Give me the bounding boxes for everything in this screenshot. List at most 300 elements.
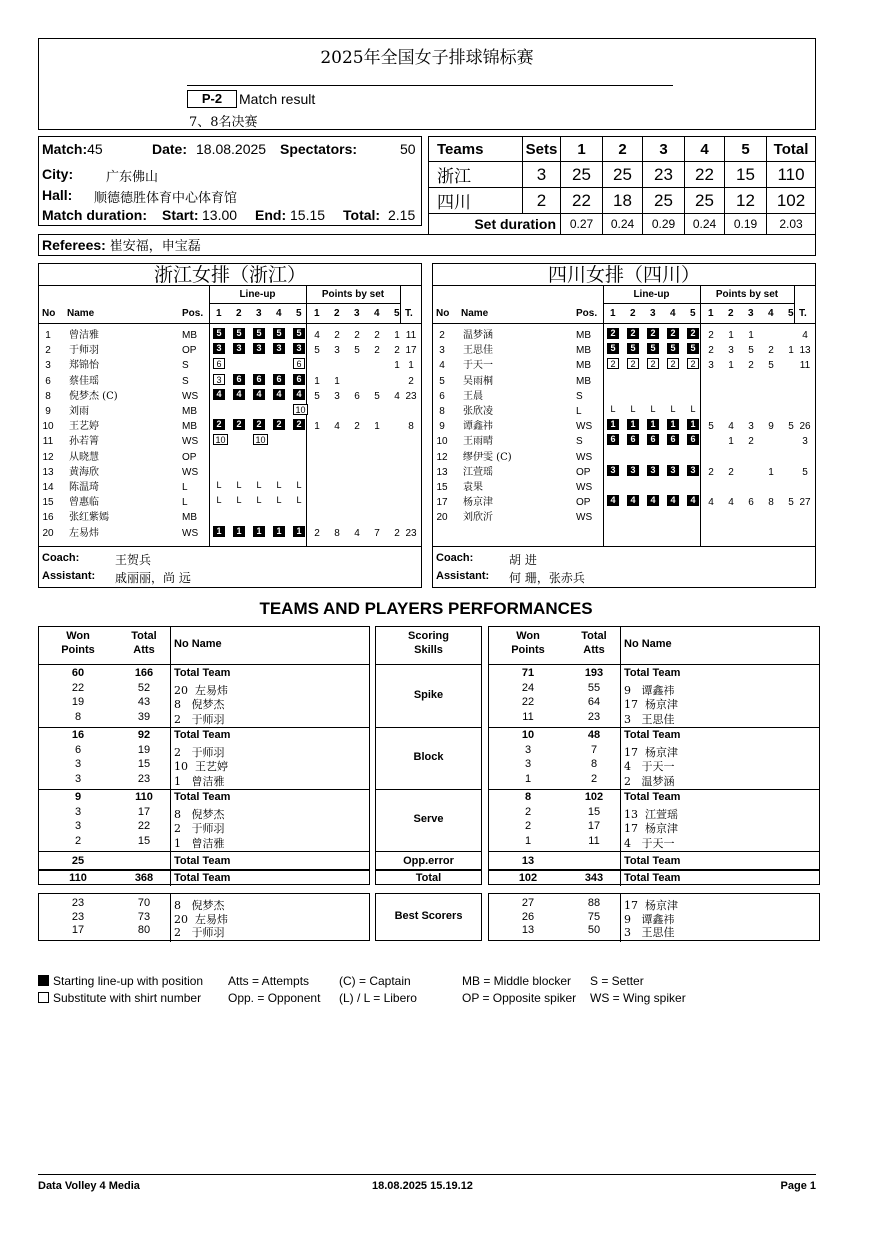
result-row — [429, 162, 816, 188]
substitute-number: 10 — [213, 434, 228, 445]
player-entry: 8 倪梦杰 — [174, 807, 225, 821]
player-number: 14 — [42, 482, 54, 493]
player-entry: Total Team — [624, 729, 681, 741]
player-position: WS — [182, 390, 199, 402]
starting-position: 3 — [293, 343, 305, 354]
starting-position: 3 — [233, 343, 245, 354]
substitute-number: 6 — [293, 358, 305, 369]
player-name: 袁果 — [463, 482, 483, 493]
scorer-atts: 70 — [137, 897, 151, 909]
player-row — [39, 389, 423, 404]
total-atts: 64 — [587, 696, 601, 708]
col-divider — [400, 286, 401, 324]
player-name: 王雨晴 — [463, 436, 493, 448]
won-points: 10 — [521, 729, 535, 741]
substitute-number: 2 — [607, 358, 619, 369]
player-position: S — [576, 436, 583, 448]
player-position: WS — [576, 421, 593, 433]
scorer-atts: 50 — [587, 924, 601, 936]
player-number: 20 — [436, 512, 448, 524]
set-points: 1 — [314, 375, 320, 387]
coach-divider — [433, 546, 815, 547]
player-position: MB — [182, 406, 197, 417]
set-points: 2 — [354, 421, 360, 433]
libero-mark: L — [236, 495, 242, 506]
won-points: 22 — [521, 696, 535, 708]
row-divider — [376, 851, 481, 852]
starting-position: 4 — [273, 389, 285, 400]
team-a-best-scorers — [38, 893, 370, 941]
total-atts: 15 — [587, 805, 601, 818]
player-name: 黄海欣 — [69, 466, 99, 478]
player-name: 温梦涵 — [463, 330, 493, 341]
player-position: MB — [576, 360, 591, 372]
noname-header: No Name — [624, 638, 672, 650]
col-points-set: 4 — [374, 308, 380, 319]
set-points: 2 — [748, 436, 754, 448]
player-row — [39, 419, 423, 434]
won-points: 2 — [524, 820, 532, 832]
libero-mark: L — [276, 480, 282, 490]
player-position: S — [182, 375, 189, 387]
substitute-number: 2 — [647, 358, 659, 369]
col-points-set: 5 — [788, 308, 794, 319]
set-points: 8 — [334, 527, 340, 539]
score-cell: 15 — [725, 162, 767, 188]
player-total: 11 — [405, 330, 417, 341]
starting-position: 3 — [273, 343, 285, 354]
player-number: 6 — [439, 390, 445, 402]
starting-position: 1 — [667, 419, 679, 430]
scorer-points: 26 — [521, 910, 535, 923]
hall-label: Hall: — [42, 187, 73, 203]
set-points: 5 — [748, 345, 754, 357]
opp-error-label: Opp.error — [403, 855, 454, 867]
starting-position: 5 — [213, 328, 225, 339]
libero-mark: L — [650, 404, 656, 414]
player-row — [39, 374, 423, 389]
player-entry: 2 温梦涵 — [624, 774, 675, 788]
player-row — [433, 450, 817, 465]
col-divider — [794, 286, 795, 324]
total-atts: 52 — [137, 681, 151, 694]
points-header: Points by set — [700, 286, 794, 304]
referees-row — [38, 234, 816, 256]
skill-name: Block — [413, 751, 444, 763]
scorer-atts: 75 — [587, 910, 601, 923]
player-number: 10 — [42, 421, 54, 433]
player-row — [433, 358, 817, 373]
player-total: 26 — [799, 421, 811, 433]
won-points: 22 — [71, 681, 85, 694]
set-points: 3 — [334, 345, 340, 357]
player-row — [39, 510, 423, 525]
player-position: WS — [576, 451, 593, 463]
player-total: 13 — [799, 345, 811, 357]
set-points: 5 — [788, 421, 794, 433]
player-name: 于天一 — [463, 360, 493, 372]
player-position: OP — [182, 451, 197, 463]
set-points: 2 — [314, 527, 320, 539]
starting-position: 6 — [647, 434, 659, 445]
col-points-set: 5 — [394, 308, 400, 319]
col-lineup-set: 3 — [650, 308, 656, 319]
starting-square-icon — [38, 975, 49, 986]
player-name: 从晓慧 — [69, 451, 99, 463]
player-entry: Total Team — [174, 791, 231, 803]
player-position: WS — [182, 527, 199, 539]
player-position: OP — [576, 497, 591, 509]
set-points: 5 — [314, 390, 320, 402]
set-duration-total: 2.03 — [767, 214, 816, 235]
coach-label: Coach: — [436, 552, 474, 564]
won-points: 2 — [524, 805, 532, 818]
starting-position: 2 — [647, 328, 659, 339]
set-points: 3 — [728, 345, 734, 357]
set-points: 2 — [768, 345, 774, 357]
col-pos: Pos. — [182, 308, 204, 319]
col-name: Name — [67, 308, 95, 319]
starting-position: 4 — [647, 495, 659, 506]
legend-text: OP = Opposite spiker — [462, 991, 577, 1005]
libero-mark: L — [256, 495, 262, 506]
starting-position: 5 — [667, 343, 679, 354]
total-cell: 102 — [518, 872, 538, 884]
starting-position: 6 — [233, 374, 245, 385]
team-b-sets: 2 — [523, 188, 561, 214]
col-name: Name — [461, 308, 489, 319]
player-entry: 17 杨京津 — [624, 822, 678, 835]
set-points: 5 — [708, 421, 714, 433]
set-points: 1 — [768, 466, 774, 478]
player-entry: Total Team — [174, 729, 231, 741]
starting-position: 5 — [253, 328, 265, 339]
score-cell: 25 — [643, 188, 685, 214]
player-name: 张红紫嫣 — [69, 512, 109, 524]
team-a-panel — [38, 263, 422, 588]
player-row — [39, 465, 423, 480]
set5-header: 5 — [725, 137, 767, 162]
won-points: 3 — [524, 743, 532, 756]
set-points: 1 — [728, 360, 734, 372]
score-cell: 22 — [685, 162, 725, 188]
team-name: 四川女排（四川） — [433, 264, 815, 286]
set-duration-label: Set duration — [429, 214, 561, 235]
total-atts: 55 — [587, 681, 601, 694]
scorer-points: 27 — [521, 897, 535, 909]
legend-text: (L) / L = Libero — [339, 991, 417, 1005]
player-row — [433, 328, 817, 343]
player-number: 4 — [439, 360, 445, 372]
won-points: 6 — [74, 743, 82, 756]
starting-position: 2 — [627, 328, 639, 339]
score-cell: 23 — [643, 162, 685, 188]
starting-position: 5 — [647, 343, 659, 354]
starting-position: 1 — [687, 419, 699, 430]
substitute-number: 2 — [687, 358, 699, 369]
referees-names: 崔安福，申宝磊 — [109, 239, 201, 254]
scorer-entry: 2 于师羽 — [174, 926, 225, 939]
footer-page: Page 1 — [780, 1180, 816, 1192]
starting-position: 2 — [687, 328, 699, 339]
col-no: No — [436, 308, 450, 319]
col-lineup-set: 2 — [630, 308, 636, 319]
scorer-points: 13 — [521, 924, 535, 936]
player-position: WS — [576, 512, 593, 524]
row-divider — [39, 789, 369, 790]
total-atts: 23 — [587, 710, 601, 723]
scoring-header: Scoring — [408, 630, 449, 642]
set-points: 9 — [768, 421, 774, 433]
player-entry: 1 曾洁雅 — [174, 774, 225, 788]
player-entry: Total Team — [624, 791, 681, 803]
coach-name: 胡 进 — [509, 553, 537, 567]
total-atts: 22 — [137, 820, 151, 832]
set-points: 4 — [314, 330, 320, 341]
score-cell: 12 — [725, 188, 767, 214]
total-label: Total: — [343, 207, 381, 223]
player-total: 5 — [802, 466, 808, 478]
col-lineup-set: 4 — [670, 308, 676, 319]
spectators-label: Spectators: — [280, 141, 358, 157]
player-name: 蔡佳瑶 — [69, 375, 99, 387]
scorer-entry: 8 倪梦杰 — [174, 899, 225, 912]
set-points: 1 — [334, 375, 340, 387]
legend-text: MB = Middle blocker — [462, 974, 572, 988]
libero-mark: L — [236, 480, 242, 490]
player-name: 陈温琦 — [69, 482, 99, 493]
player-entry: Total Team — [174, 667, 231, 679]
player-row — [433, 465, 817, 480]
set-points: 1 — [394, 330, 400, 341]
player-name: 孙若箐 — [69, 436, 99, 448]
set-points: 5 — [374, 390, 380, 402]
player-total: 4 — [802, 330, 808, 341]
player-total: 1 — [408, 360, 414, 372]
starting-position: 4 — [667, 495, 679, 506]
libero-mark: L — [690, 404, 696, 414]
won-points: 60 — [71, 667, 85, 679]
col-points-set: 2 — [728, 308, 734, 319]
starting-position: 5 — [293, 328, 305, 339]
total-atts: 193 — [584, 667, 604, 679]
end-time: 15.15 — [290, 207, 326, 223]
total-atts: 7 — [590, 743, 598, 756]
player-entry: 2 于师羽 — [174, 712, 225, 726]
player-number: 8 — [45, 390, 51, 402]
starting-position: 2 — [293, 419, 305, 430]
set-points: 1 — [748, 330, 754, 341]
starting-position: 2 — [273, 419, 285, 430]
player-number: 3 — [45, 360, 51, 372]
set-points: 1 — [394, 360, 400, 372]
scorer-points: 17 — [71, 924, 85, 936]
col-points-set: 4 — [768, 308, 774, 319]
row-divider — [39, 869, 369, 871]
footer-source: Data Volley 4 Media — [38, 1180, 140, 1192]
set-points: 2 — [708, 345, 714, 357]
scorer-atts: 73 — [137, 910, 151, 923]
player-number: 5 — [439, 375, 445, 387]
player-row — [433, 434, 817, 449]
starting-position: 1 — [273, 526, 285, 537]
atts-header: Atts — [583, 644, 605, 656]
set-duration: 0.19 — [725, 214, 767, 235]
player-number: 2 — [45, 345, 51, 357]
event-title: 2025年全国女子排球锦标赛 — [320, 48, 534, 68]
col-lineup-set: 5 — [690, 308, 696, 319]
player-name: 江萱瑶 — [463, 466, 493, 478]
set-points: 2 — [708, 466, 714, 478]
starting-position: 3 — [213, 343, 225, 354]
set-points: 4 — [708, 497, 714, 509]
player-position: MB — [182, 421, 197, 433]
team-name: 浙江女排（浙江） — [39, 264, 421, 286]
set-duration: 0.27 — [561, 214, 603, 235]
player-position: S — [182, 360, 189, 372]
scorer-atts: 88 — [587, 897, 601, 909]
player-name: 于师羽 — [69, 345, 99, 357]
row-divider — [39, 851, 369, 852]
starting-position: 4 — [253, 389, 265, 400]
substitute-number: 2 — [667, 358, 679, 369]
total-atts: 19 — [137, 743, 151, 756]
starting-position: 3 — [627, 465, 639, 476]
substitute-number: 10 — [293, 404, 308, 415]
player-name: 杨京津 — [463, 497, 493, 509]
set-points: 4 — [334, 421, 340, 433]
row-divider — [376, 664, 481, 665]
won-points: 3 — [524, 758, 532, 770]
won-header: Won — [66, 630, 90, 642]
match-date: 18.08.2025 — [196, 141, 267, 157]
row-divider — [376, 869, 481, 871]
starting-position: 3 — [647, 465, 659, 476]
player-number: 3 — [439, 345, 445, 357]
set1-header: 1 — [561, 137, 603, 162]
row-divider — [489, 851, 819, 852]
substitute-square-icon — [38, 992, 49, 1003]
player-position: S — [576, 390, 583, 402]
player-position: OP — [576, 466, 591, 478]
player-total: 8 — [408, 421, 414, 433]
libero-mark: L — [296, 495, 302, 506]
player-position: MB — [182, 512, 197, 524]
duration-label: Match duration: — [42, 207, 147, 223]
row-divider — [489, 664, 819, 665]
set-points: 6 — [354, 390, 360, 402]
skill-name: Spike — [413, 689, 444, 701]
assistant-names: 何 珊，张赤兵 — [509, 571, 585, 585]
set-points: 5 — [788, 497, 794, 509]
substitute-number: 6 — [213, 358, 225, 369]
player-entry: 10 王艺婷 — [174, 760, 228, 773]
total-cell: 343 — [584, 872, 604, 884]
row-divider — [489, 869, 819, 871]
starting-position: 1 — [233, 526, 245, 537]
scorer-entry: 3 王思佳 — [624, 926, 675, 939]
points-header: Points by set — [306, 286, 400, 304]
player-name: 左易炜 — [69, 527, 99, 539]
player-total: 17 — [405, 345, 417, 357]
city-label: City: — [42, 166, 74, 182]
set-points: 4 — [354, 527, 360, 539]
starting-position: 6 — [253, 374, 265, 385]
noname-header: No Name — [174, 638, 222, 650]
col-lineup-set: 4 — [276, 308, 282, 319]
skill-name: Serve — [413, 813, 444, 825]
player-position: MB — [576, 330, 591, 341]
starting-position: 6 — [607, 434, 619, 445]
player-position: MB — [576, 375, 591, 387]
starting-position: 4 — [687, 495, 699, 506]
col-points-set: 1 — [314, 308, 320, 319]
player-number: 20 — [42, 527, 54, 539]
total-atts: 39 — [137, 710, 151, 723]
scorer-points: 23 — [71, 910, 85, 923]
total-cell: 110 — [69, 872, 87, 884]
row-divider — [489, 727, 819, 728]
team-a-performance — [38, 626, 370, 885]
player-position: WS — [182, 436, 199, 448]
total-atts: 2 — [590, 772, 598, 785]
player-row — [433, 495, 817, 510]
starting-position: 4 — [213, 389, 225, 400]
spectators-count: 50 — [400, 141, 416, 157]
match-number: 45 — [87, 141, 103, 157]
set-points: 8 — [768, 497, 774, 509]
player-number: 15 — [436, 482, 448, 493]
starting-position: 5 — [627, 343, 639, 354]
player-row — [39, 404, 423, 419]
starting-position: 1 — [253, 526, 265, 537]
lineup-header: Line-up — [603, 286, 700, 304]
starting-position: 3 — [687, 465, 699, 476]
starting-position: 6 — [687, 434, 699, 445]
row-divider — [489, 789, 819, 790]
set-duration-row — [429, 214, 816, 235]
points-header: Points — [511, 644, 545, 656]
team-b-best-scorers — [488, 893, 820, 941]
coach-label: Coach: — [42, 552, 80, 564]
col-lineup-set: 5 — [296, 308, 302, 319]
set-points: 4 — [394, 390, 400, 402]
player-entry: 13 江萱瑶 — [624, 807, 678, 821]
player-name: 吴雨桐 — [463, 375, 493, 387]
starting-position: 5 — [233, 328, 245, 339]
libero-mark: L — [276, 495, 282, 506]
result-row — [429, 188, 816, 214]
col-divider — [170, 627, 171, 886]
total-atts: 43 — [137, 696, 151, 708]
libero-mark: L — [630, 404, 636, 414]
player-total: 27 — [799, 497, 811, 509]
col-points-set: 3 — [354, 308, 360, 319]
player-entry: 1 曾洁雅 — [174, 836, 225, 850]
performances-title: TEAMS AND PLAYERS PERFORMANCES — [259, 599, 593, 618]
libero-mark: L — [256, 480, 262, 490]
player-row — [39, 495, 423, 510]
starting-position: 1 — [213, 526, 225, 537]
player-row — [433, 480, 817, 495]
player-name: 郑锦怡 — [69, 360, 99, 372]
set-points: 3 — [748, 421, 754, 433]
won-points: 8 — [524, 791, 532, 803]
player-number: 6 — [45, 375, 51, 387]
starting-position: 6 — [293, 374, 305, 385]
report-type: Match result — [239, 91, 316, 107]
score-cell: 25 — [603, 162, 643, 188]
